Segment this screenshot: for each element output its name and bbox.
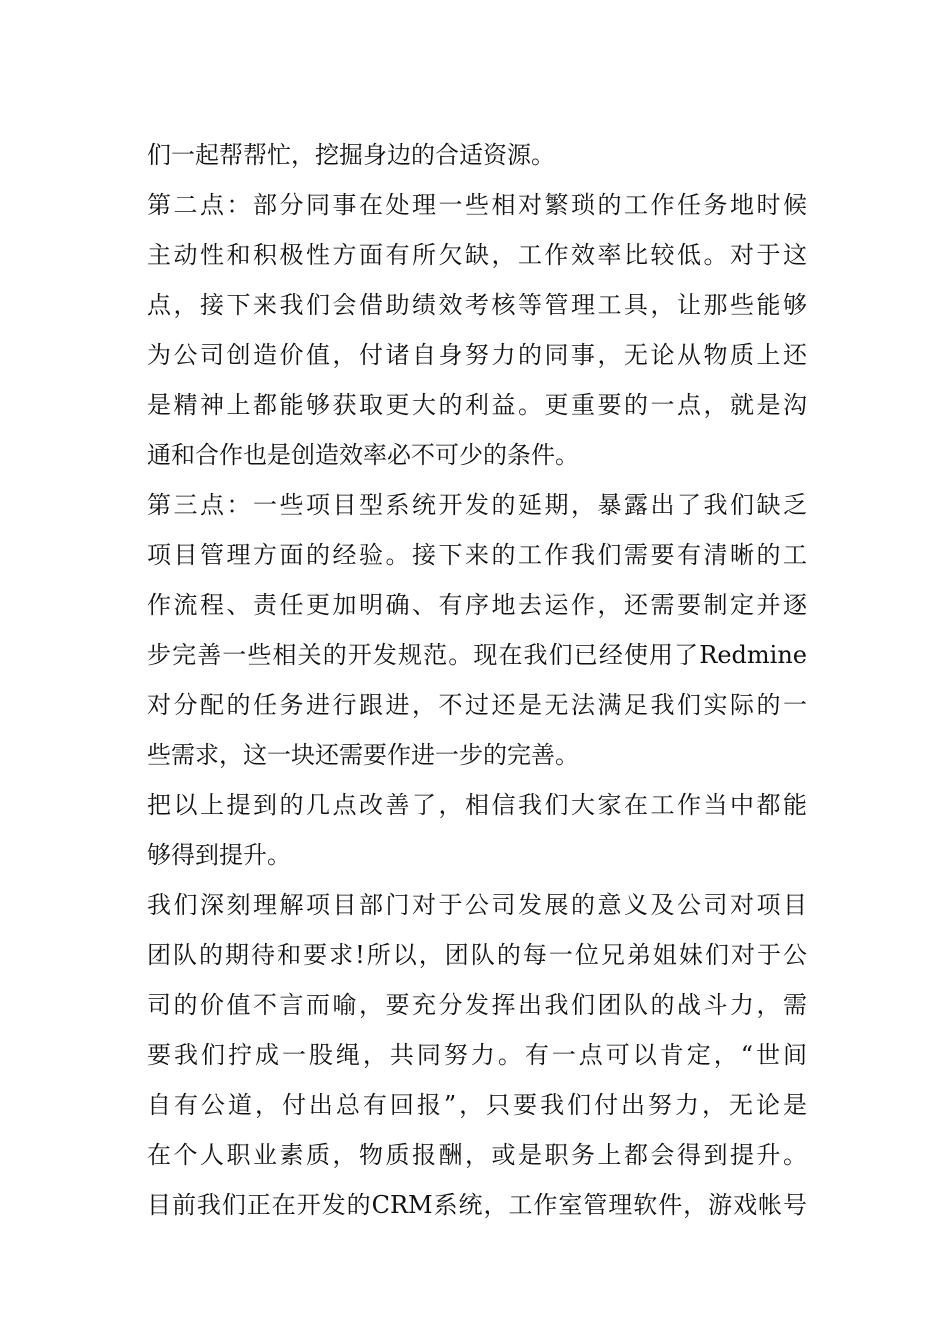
body-text bbox=[147, 130, 807, 1230]
text-line: 我们深刻理解项目部门对于公司发展的意义及公司对项目 bbox=[147, 891, 807, 919]
text-line: 通和合作也是创造效率必不可少的条件。 bbox=[147, 441, 579, 469]
text-line: 在个人职业素质，物质报酬，或是职务上都会得到提升。 bbox=[147, 1141, 807, 1169]
text-line: 要我们拧成一股绳，共同努力。有一点可以肯定，“世间 bbox=[147, 1041, 807, 1069]
text-line: 目前我们正在开发的CRM系统，工作室管理软件，游戏帐号 bbox=[147, 1191, 807, 1219]
text-line: 点，接下来我们会借助绩效考核等管理工具，让那些能够 bbox=[147, 291, 807, 319]
text-line: 项目管理方面的经验。接下来的工作我们需要有清晰的工 bbox=[147, 541, 807, 569]
text-line: 为公司创造价值，付诸自身努力的同事，无论从物质上还 bbox=[147, 341, 807, 369]
text-line: 够得到提升。 bbox=[147, 841, 291, 869]
text-line: 司的价值不言而喻，要充分发挥出我们团队的战斗力，需 bbox=[147, 991, 807, 1019]
text-line: 步完善一些相关的开发规范。现在我们已经使用了Redmine bbox=[147, 641, 807, 669]
text-line: 是精神上都能够获取更大的利益。更重要的一点，就是沟 bbox=[147, 391, 807, 419]
text-line: 作流程、责任更加明确、有序地去运作，还需要制定并逐 bbox=[147, 591, 807, 619]
text-line: 第三点：一些项目型系统开发的延期，暴露出了我们缺乏 bbox=[147, 491, 807, 519]
text-line: 把以上提到的几点改善了，相信我们大家在工作当中都能 bbox=[147, 791, 807, 819]
text-line: 团队的期待和要求!所以，团队的每一位兄弟姐妹们对于公 bbox=[147, 941, 807, 969]
text-line: 第二点：部分同事在处理一些相对繁琐的工作任务地时候 bbox=[147, 191, 807, 219]
text-line: 自有公道，付出总有回报”，只要我们付出努力，无论是 bbox=[147, 1091, 807, 1119]
text-line: 对分配的任务进行跟进，不过还是无法满足我们实际的一 bbox=[147, 691, 807, 719]
text-line: 们一起帮帮忙，挖掘身边的合适资源。 bbox=[147, 141, 555, 169]
text-line: 些需求，这一块还需要作进一步的完善。 bbox=[147, 741, 579, 769]
text-line: 主动性和积极性方面有所欠缺，工作效率比较低。对于这 bbox=[147, 241, 807, 269]
